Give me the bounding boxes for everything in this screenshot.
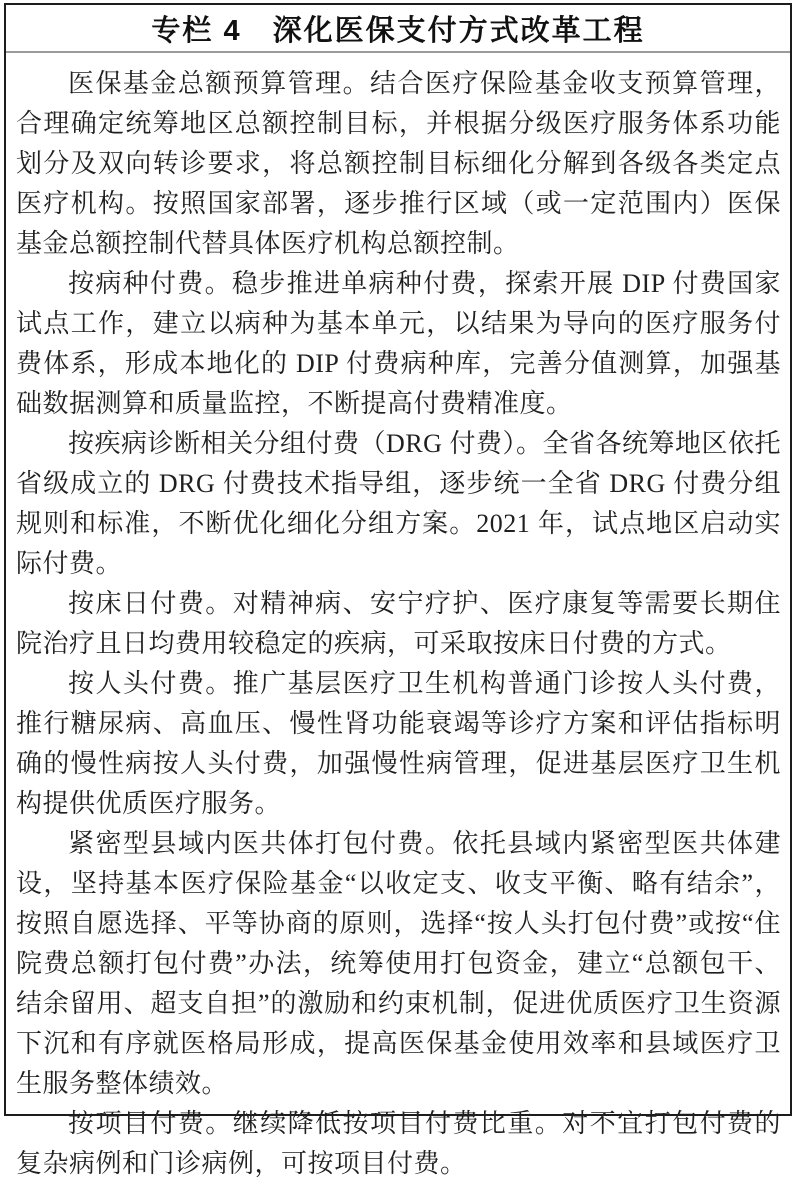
paragraph: 医保基金总额预算管理。结合医疗保险基金收支预算管理，合理确定统筹地区总额控制目标，并根据分级医疗服务体系功能划分及双向转诊要求，将总额控制目标细化分解到各级各类定点医疗机构。按照国家部署，逐步推行区域（或一定范围内）医保基金总额控制代替具体医疗机构总额控制。 bbox=[16, 69, 781, 258]
paragraph: 紧密型县域内医共体打包付费。依托县域内紧密型医共体建设，坚持基本医疗保险基金“以收定支、收支平衡、略有结余”，按照自愿选择、平等协商的原则，选择“按人头打包付费”或按“住院费总额打包付费”办法，统筹使用打包资金，建立“总额包干、结余留用、超支自担”的激励和约束机制，促进优质医疗卫生资源下沉和有序就医格局形成，提高医保基金使用效率和县域医疗卫生服务整体绩效。 bbox=[16, 829, 781, 1098]
paragraph: 按疾病诊断相关分组付费（DRG 付费）。全省各统筹地区依托省级成立的 DRG 付费技术指导组，逐步统一全省 DRG 付费分组规则和标准，不断优化细化分组方案。2021 年，试点地区启动实际付费。 bbox=[16, 429, 781, 578]
column-box-title: 专栏 4 深化医保支付方式改革工程 bbox=[151, 14, 645, 47]
paragraph: 按病种付费。稳步推进单病种付费，探索开展 DIP 付费国家试点工作，建立以病种为基本单元，以结果为导向的医疗服务付费体系，形成本地化的 DIP 付费病种库，完善分值测算，加强基础数据测算和质量监控，不断提高付费精准度。 bbox=[16, 269, 781, 418]
column-box-body bbox=[6, 53, 790, 1184]
column-box-header bbox=[6, 5, 790, 51]
column-box bbox=[4, 3, 792, 1178]
paragraph: 按项目付费。继续降低按项目付费比重。对不宜打包付费的复杂病例和门诊病例，可按项目付费。 bbox=[16, 1109, 781, 1178]
paragraph: 按人头付费。推广基层医疗卫生机构普通门诊按人头付费，推行糖尿病、高血压、慢性肾功能衰竭等诊疗方案和评估指标明确的慢性病按人头付费，加强慢性病管理，促进基层医疗卫生机构提供优质医疗服务。 bbox=[16, 669, 781, 818]
paragraph: 按床日付费。对精神病、安宁疗护、医疗康复等需要长期住院治疗且日均费用较稳定的疾病，可采取按床日付费的方式。 bbox=[16, 589, 781, 658]
